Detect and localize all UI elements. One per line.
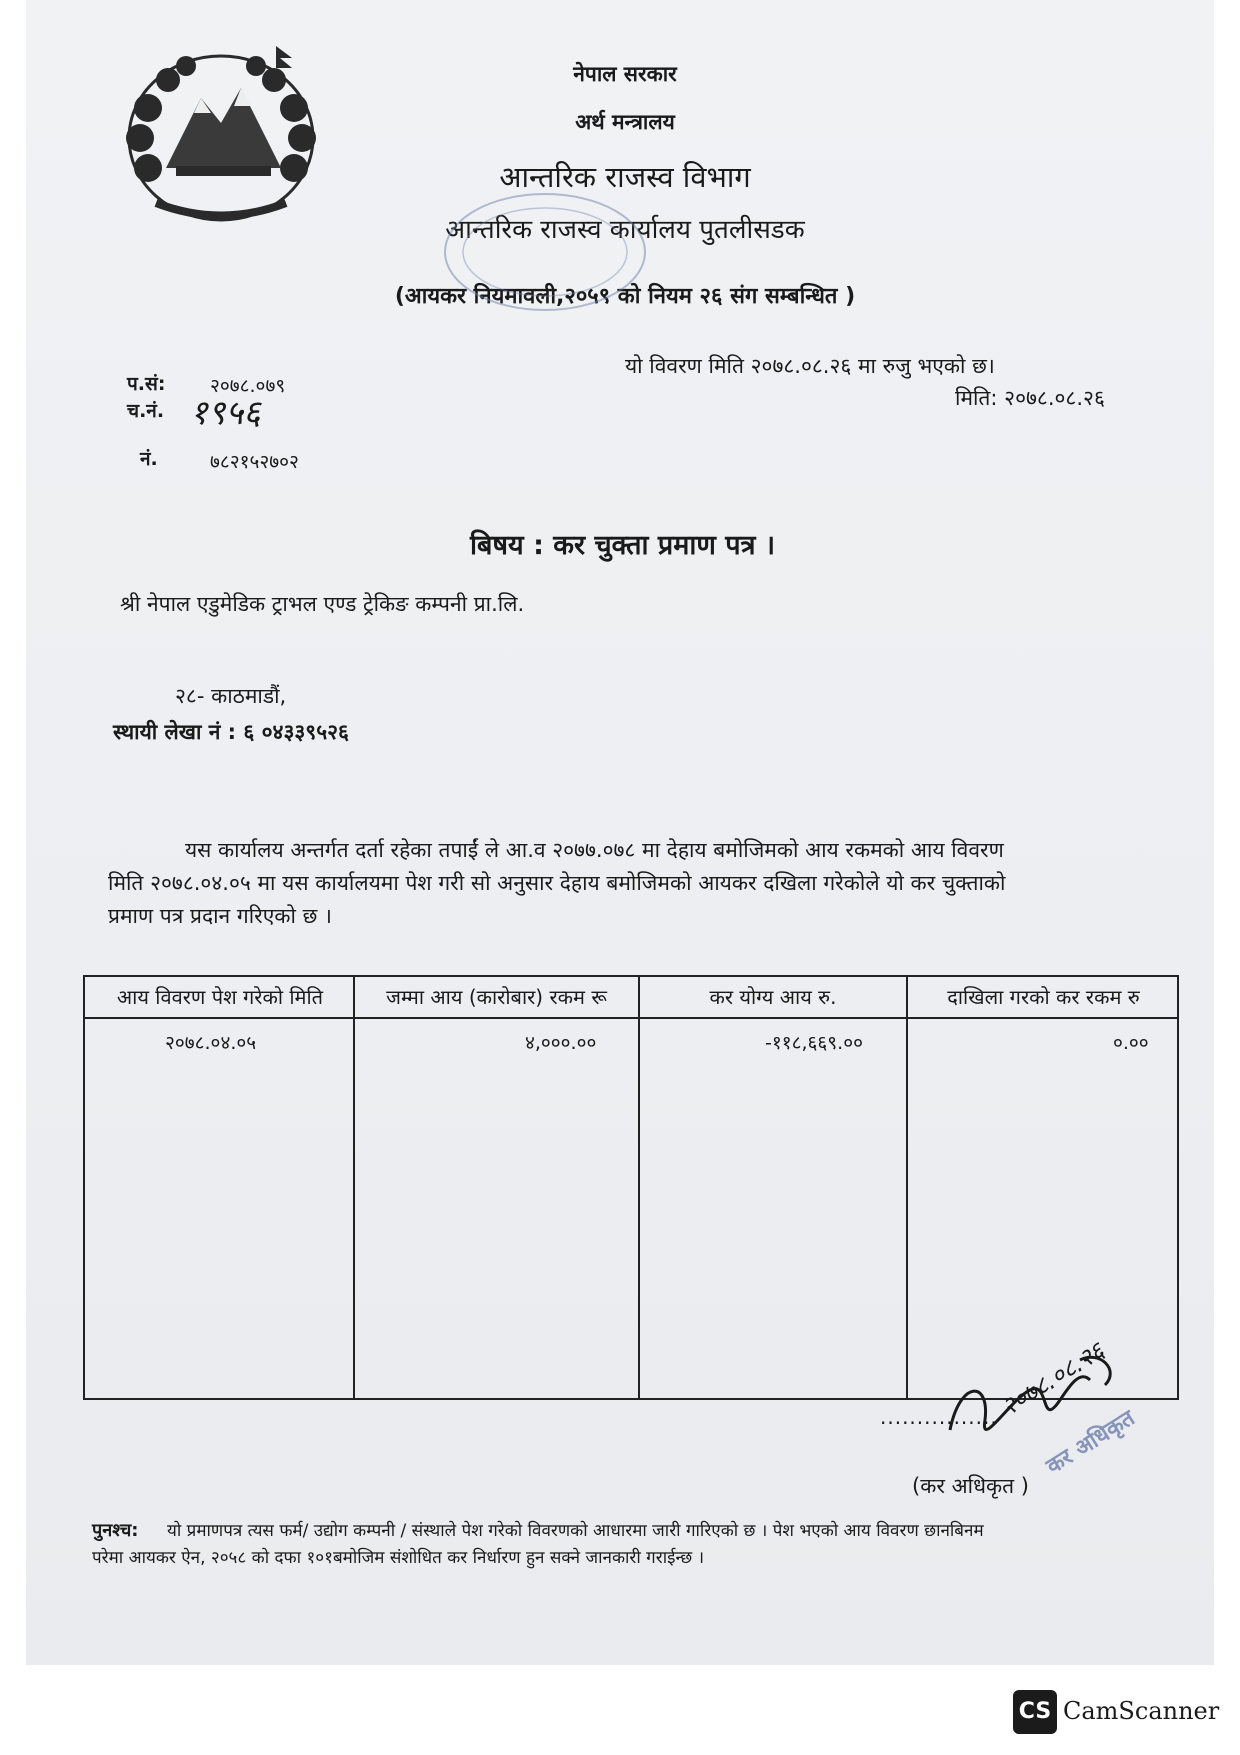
camscanner-logo: CS <box>1013 1690 1057 1734</box>
recipient-name: श्री नेपाल एडुमेडिक ट्राभल एण्ड ट्रेकिङ कम्पनी प्रा.लि. <box>120 592 525 616</box>
header-office: आन्तरिक राजस्व कार्यालय पुतलीसडक <box>445 215 805 245</box>
subject-line: बिषय : कर चुक्ता प्रमाण पत्र । <box>470 530 776 561</box>
table-header-tax-paid: दाखिला गरको कर रकम रु <box>947 985 1140 1009</box>
tax-table <box>83 975 1179 1400</box>
recipient-pan: स्थायी लेखा नं : ६ ०४३३९५२६ <box>113 720 349 744</box>
table-cell-total-income: ४,०००.०० <box>525 1032 597 1054</box>
table-header-taxable-income: कर योग्य आय रु. <box>709 985 837 1009</box>
registration-note: यो विवरण मिति २०७८.०८.२६ मा रुजु भएको छ। <box>625 354 995 378</box>
n-value: ७८२१५२७०२ <box>210 451 299 473</box>
table-cell-date: २०७८.०४.०५ <box>165 1032 257 1054</box>
camscanner-text: CamScanner <box>1063 1697 1220 1725</box>
header-govt: नेपाल सरकार <box>573 62 677 86</box>
table-cell-tax-paid: ०.०० <box>1113 1032 1149 1054</box>
table-cell-taxable-income: -११८,६६९.०० <box>765 1032 863 1054</box>
body-line-2: मिति २०७८.०४.०५ मा यस कार्यालयमा पेश गरी सो अनुसार देहाय बमोजिमको आयकर दखिला गरेकोले यो कर चुक्ताको <box>108 871 1006 895</box>
postscript-label: पुनश्च: <box>92 1520 139 1541</box>
table-header-divider <box>85 1017 1177 1019</box>
signature-date-stamp: २०७८.०८.२६ <box>996 1336 1110 1422</box>
header-rule-reference: (आयकर नियमावली,२०५९ को नियम २६ संग सम्बन्धित ) <box>394 284 856 309</box>
chn-value-handwritten: १९५६ <box>190 393 261 433</box>
office-stamp-icon <box>440 190 650 315</box>
body-line-1: यस कार्यालय अन्तर्गत दर्ता रहेका तपाईं ले आ.व २०७७.०७८ मा देहाय बमोजिमको आय रकमको आय विवरण <box>185 838 1004 862</box>
date-line: मिति: २०७८.०८.२६ <box>955 386 1105 410</box>
n-label: नं. <box>140 448 158 470</box>
nepal-emblem-icon <box>96 38 346 234</box>
header-ministry: अर्थ मन्त्रालय <box>575 110 675 134</box>
ps-label: प.सं: <box>127 373 166 395</box>
body-line-3: प्रमाण पत्र प्रदान गरिएको छ । <box>108 904 332 928</box>
signature-dots: ................ <box>880 1405 998 1429</box>
table-col-divider-3 <box>906 977 908 1398</box>
signature-stamp-word: कर अधिकृत <box>1042 1405 1140 1480</box>
recipient-address: २८- काठमाडौं, <box>175 684 287 708</box>
signature-role: (कर अधिकृत ) <box>912 1474 1029 1498</box>
table-col-divider-2 <box>638 977 640 1398</box>
postscript-line-2: परेमा आयकर ऐन, २०५८ को दफा १०१बमोजिम संशोधित कर निर्धारण हुन सक्ने जानकारी गराईन्छ । <box>92 1548 705 1568</box>
table-col-divider-1 <box>353 977 355 1398</box>
table-header-total-income: जम्मा आय (कारोबार) रकम रू <box>386 985 607 1009</box>
chn-label: च.नं. <box>127 400 165 422</box>
table-header-date: आय विवरण पेश गरेको मिति <box>116 985 324 1009</box>
postscript-line-1: यो प्रमाणपत्र त्यस फर्म/ उद्योग कम्पनी / संस्थाले पेश गरेको विवरणको आधारमा जारी गारिएको छ । पेश भएको आय विवरण छानबिनम <box>167 1521 984 1541</box>
header-department: आन्तरिक राजस्व विभाग <box>499 160 751 194</box>
ps-value: २०७८.०७९ <box>210 375 286 397</box>
